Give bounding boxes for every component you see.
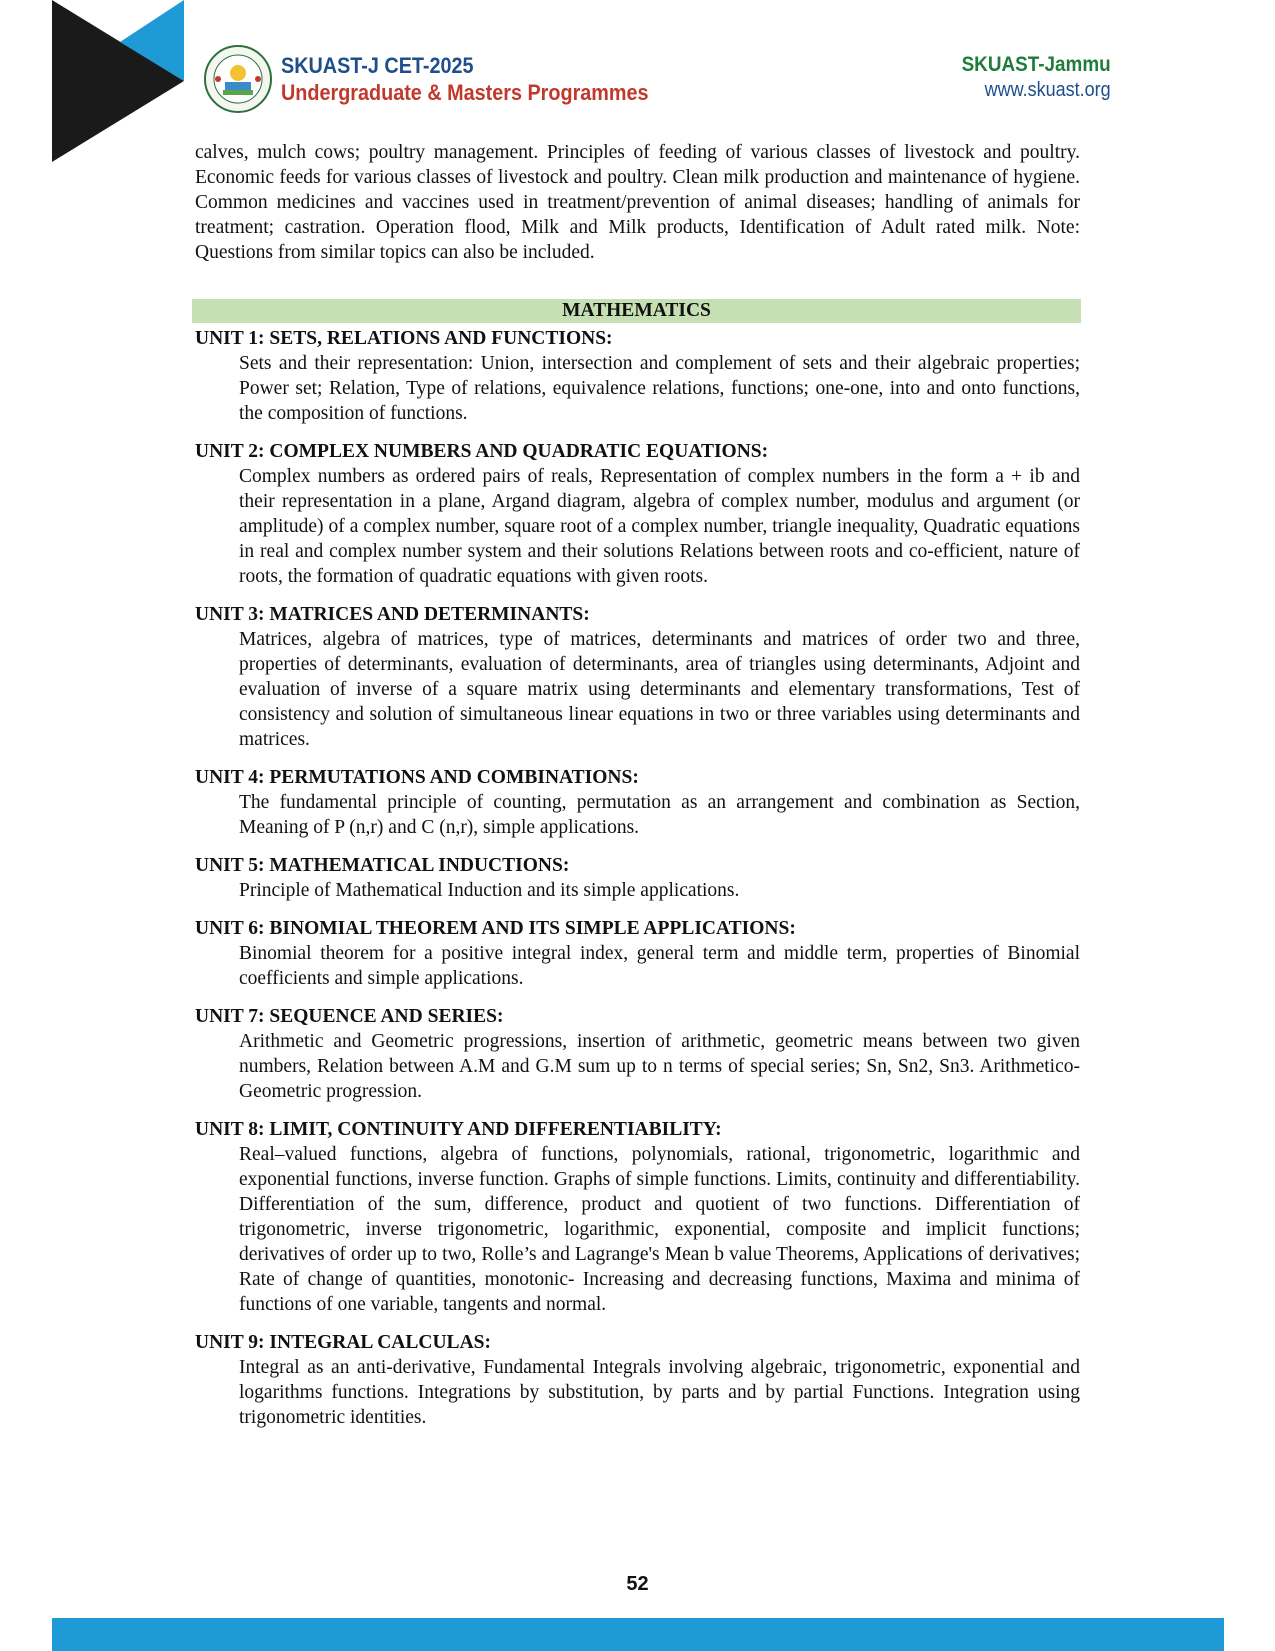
unit-block	[195, 1330, 1080, 1430]
intro-paragraph: calves, mulch cows; poultry management. Principles of feeding of various classes of livestock and poultry. Economic feeds for various classes of livestock and poultry. Clean milk production and maintenance of hygiene. Common medicines and vaccines used in treatment/prevention of animal diseases; handling of animals for treatment; castration. Operation flood, Milk and Milk products, Identification of Adult rated milk. Note: Questions from similar topics can also be included.	[195, 142, 1080, 263]
unit-block	[195, 916, 1080, 991]
header-title: SKUAST-J CET-2025	[281, 53, 474, 78]
unit-title: UNIT 3: MATRICES AND DETERMINANTS:	[195, 604, 590, 625]
unit-body: Real–valued functions, algebra of functions, polynomials, rational, trigonometric, logarithmic and exponential functions, inverse function. Graphs of simple functions. Limits, continuity and differentiability. Differentiation of the sum, difference, product and quotient of two functions. Differentiation of trigonometric, inverse trigonometric, logarithmic, exponential, composite and implicit functions; derivatives of order up to two, Rolle’s and Lagrange's Mean b value Theorems, Applications of derivatives; Rate of change of quantities, monotonic- Increasing and decreasing functions, Maxima and minima of functions of one variable, tangents and normal.	[239, 1144, 1080, 1315]
unit-body: The fundamental principle of counting, permutation as an arrangement and combination as Section, Meaning of P (n,r) and C (n,r), simple applications.	[239, 792, 1080, 838]
unit-body: Principle of Mathematical Induction and its simple applications.	[239, 880, 740, 901]
header-org-block	[945, 52, 1111, 102]
page-content	[195, 140, 1080, 1430]
corner-arrow-graphic	[52, 0, 184, 162]
unit-title: UNIT 8: LIMIT, CONTINUITY AND DIFFERENTIABILITY:	[195, 1119, 722, 1140]
unit-title: UNIT 2: COMPLEX NUMBERS AND QUADRATIC EQUATIONS:	[195, 441, 769, 462]
unit-body: Sets and their representation: Union, intersection and complement of sets and their algebraic properties; Power set; Relation, Type of relations, equivalence relations, functions; one-one, into and onto functions, the composition of functions.	[239, 353, 1080, 424]
unit-body: Binomial theorem for a positive integral index, general term and middle term, properties of Binomial coefficients and simple applications.	[239, 943, 1080, 989]
footer-bar	[52, 1618, 1224, 1651]
header-website-link[interactable]: www.skuast.org	[984, 79, 1111, 101]
unit-title: UNIT 6: BINOMIAL THEOREM AND ITS SIMPLE APPLICATIONS:	[195, 918, 796, 939]
unit-title: UNIT 9: INTEGRAL CALCULAS:	[195, 1332, 491, 1353]
unit-block	[195, 602, 1080, 752]
unit-title: UNIT 7: SEQUENCE AND SERIES:	[195, 1006, 504, 1027]
header-org-name: SKUAST-Jammu	[961, 53, 1111, 76]
unit-title: UNIT 1: SETS, RELATIONS AND FUNCTIONS:	[195, 328, 613, 349]
university-logo-icon	[203, 44, 273, 114]
unit-body: Matrices, algebra of matrices, type of matrices, determinants and matrices of order two and three, properties of determinants, evaluation of determinants, area of triangles using determinants, Adjoint and evaluation of inverse of a square matrix using determinants and elementary transformations, Test of consistency and solution of simultaneous linear equations in two or three variables using determinants and matrices.	[239, 629, 1080, 750]
unit-body: Arithmetic and Geometric progressions, insertion of arithmetic, geometric means between two given numbers, Relation between A.M and G.M sum up to n terms of special series; Sn, Sn2, Sn3. Arithmetico-Geometric progression.	[239, 1031, 1080, 1102]
unit-body: Integral as an anti-derivative, Fundamental Integrals involving algebraic, trigonometric, exponential and logarithms functions. Integrations by substitution, by parts and by partial Functions. Integration using trigonometric identities.	[239, 1357, 1080, 1428]
section-heading: MATHEMATICS	[192, 299, 1081, 323]
header-subtitle: Undergraduate & Masters Programmes	[281, 80, 649, 105]
unit-block	[195, 765, 1080, 840]
unit-body: Complex numbers as ordered pairs of reals, Representation of complex numbers in the form a + ib and their representation in a plane, Argand diagram, algebra of complex number, modulus and argument (or amplitude) of a complex number, square root of a complex number, triangle inequality, Quadratic equations in real and complex number system and their solutions Relations between roots and co-efficient, nature of roots, the formation of quadratic equations with given roots.	[239, 466, 1080, 587]
page-number: 52	[626, 1573, 649, 1595]
unit-block	[195, 1004, 1080, 1104]
unit-title: UNIT 4: PERMUTATIONS AND COMBINATIONS:	[195, 767, 639, 788]
header-branding	[281, 52, 689, 106]
unit-block	[195, 439, 1080, 589]
unit-block	[195, 326, 1080, 426]
unit-block	[195, 1117, 1080, 1317]
unit-title: UNIT 5: MATHEMATICAL INDUCTIONS:	[195, 855, 570, 876]
unit-block	[195, 853, 1080, 903]
